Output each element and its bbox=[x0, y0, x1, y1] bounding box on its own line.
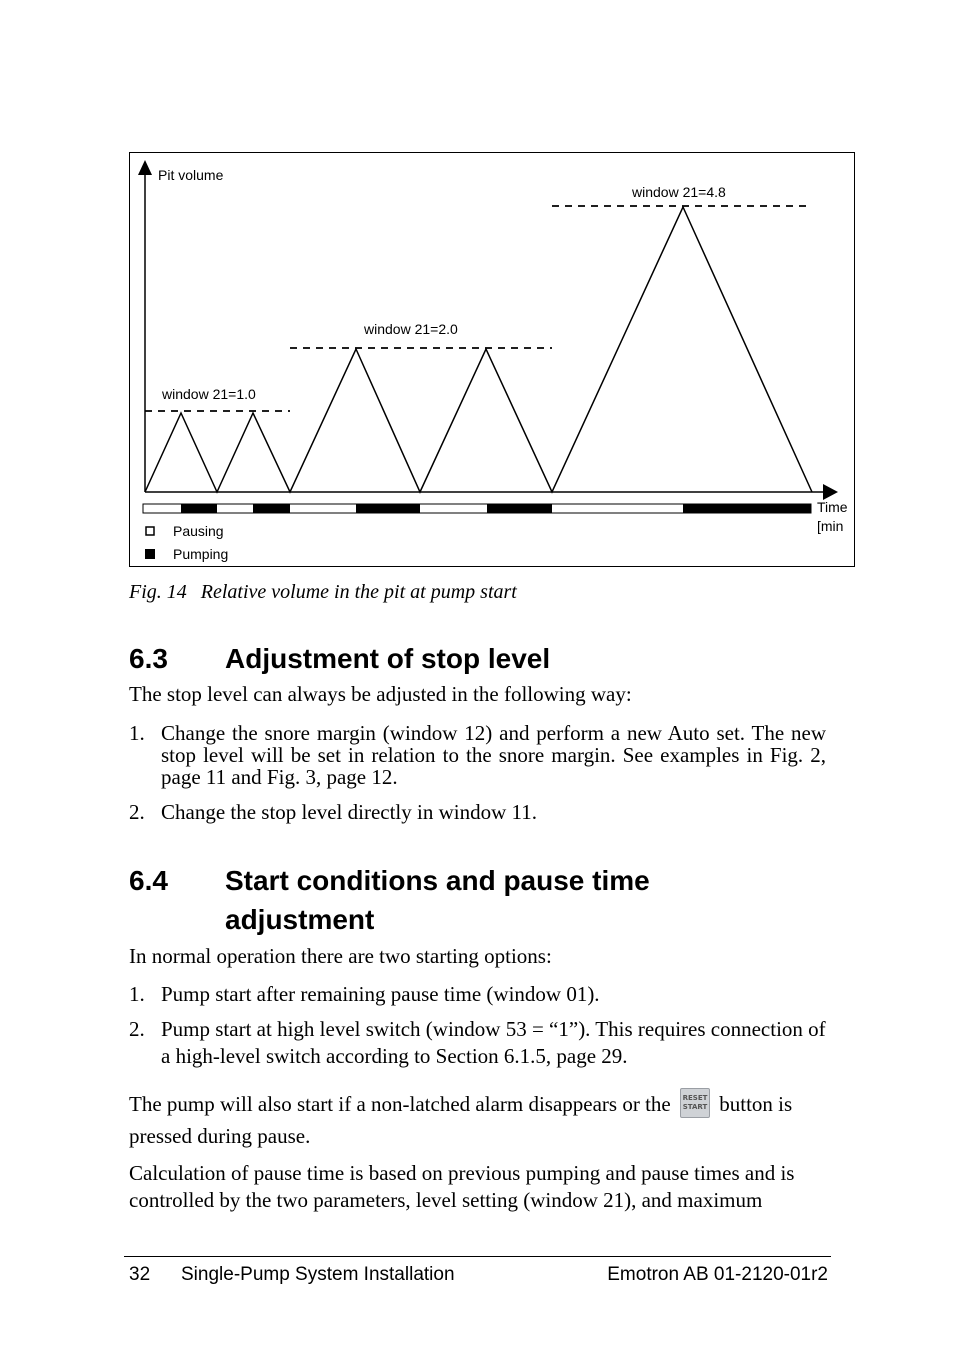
list-text: Pump start at high level switch (window 53 = “1”). This requires connection of a high-level switch according to Section 6.1.5, page 29. bbox=[161, 1017, 826, 1068]
section-title-line2: adjustment bbox=[225, 904, 375, 935]
figure-pit-volume bbox=[129, 152, 855, 567]
pumping-segment-5 bbox=[683, 504, 811, 513]
paragraph-text: button is bbox=[719, 1092, 793, 1116]
pit-volume-chart bbox=[130, 153, 856, 568]
footer-divider bbox=[124, 1256, 831, 1257]
pausing-legend-swatch bbox=[146, 527, 154, 535]
pump-start-paragraph bbox=[129, 1089, 826, 1151]
section-number: 6.4 bbox=[129, 865, 168, 896]
list-item bbox=[129, 801, 826, 825]
window-label-2: window 21=2.0 bbox=[364, 321, 458, 337]
list-number: 1. bbox=[129, 982, 145, 1006]
section-heading-6-4 bbox=[129, 861, 829, 901]
list-text: Pump start after remaining pause time (window 01). bbox=[161, 982, 600, 1006]
pumping-segment-2 bbox=[253, 504, 290, 513]
figure-caption bbox=[129, 581, 517, 604]
paragraph-text: pressed during pause. bbox=[129, 1124, 311, 1149]
volume-series-line bbox=[145, 207, 812, 492]
section-title-line1: Start conditions and pause time bbox=[225, 865, 650, 896]
section-6-3-intro: The stop level can always be adjusted in the following way: bbox=[129, 682, 632, 706]
section-6-4-intro: In normal operation there are two starting options: bbox=[129, 944, 552, 968]
figure-caption-text: Relative volume in the pit at pump start bbox=[200, 581, 517, 603]
pause-time-paragraph: Calculation of pause time is based on previous pumping and pause times and is controlled by the two parameters, level setting (window 21), and maximum bbox=[129, 1161, 795, 1212]
list-text: Change the stop level directly in window 11. bbox=[161, 800, 537, 824]
section-number: 6.3 bbox=[129, 643, 168, 674]
pumping-segment-3 bbox=[356, 504, 420, 513]
window-label-3: window 21=4.8 bbox=[632, 184, 726, 200]
x-axis-label-line1: Time bbox=[817, 499, 848, 515]
section-heading-6-3 bbox=[129, 639, 829, 679]
window-label-1: window 21=1.0 bbox=[162, 386, 256, 402]
pumping-segment-4 bbox=[487, 504, 552, 513]
pausing-legend-label: Pausing bbox=[173, 523, 224, 539]
list-item bbox=[129, 722, 826, 792]
section-title: Adjustment of stop level bbox=[225, 643, 551, 674]
footer-section: Single-Pump System Installation bbox=[181, 1264, 455, 1285]
footer-document-id: Emotron AB 01-2120-01r2 bbox=[607, 1264, 828, 1285]
y-axis-label: Pit volume bbox=[158, 167, 224, 183]
x-axis-label-line2: [min bbox=[817, 518, 844, 534]
section-heading-6-4-cont bbox=[129, 900, 829, 940]
pumping-legend-swatch bbox=[145, 549, 155, 559]
paragraph-text: The pump will also start if a non-latched alarm disappears or the bbox=[129, 1092, 671, 1116]
pumping-segment-1 bbox=[181, 504, 217, 513]
list-text: Change the snore margin (window 12) and perform a new Auto set. The new stop level will be set in relation to the snore margin. See examples in Fig. 2, page 11 and Fig. 3, page 12. bbox=[161, 721, 826, 789]
x-axis-arrow-icon bbox=[823, 484, 838, 500]
footer-page-number: 32 bbox=[129, 1264, 151, 1285]
list-number: 2. bbox=[129, 1017, 145, 1041]
list-item bbox=[129, 1016, 826, 1068]
reset-start-button-icon: RESET START bbox=[680, 1088, 710, 1118]
figure-number: Fig. 14 bbox=[129, 581, 187, 603]
list-number: 2. bbox=[129, 800, 145, 824]
pumping-legend-label: Pumping bbox=[173, 546, 229, 562]
list-number: 1. bbox=[129, 721, 145, 745]
list-item bbox=[129, 983, 826, 1007]
y-axis-arrow-icon bbox=[138, 160, 152, 175]
